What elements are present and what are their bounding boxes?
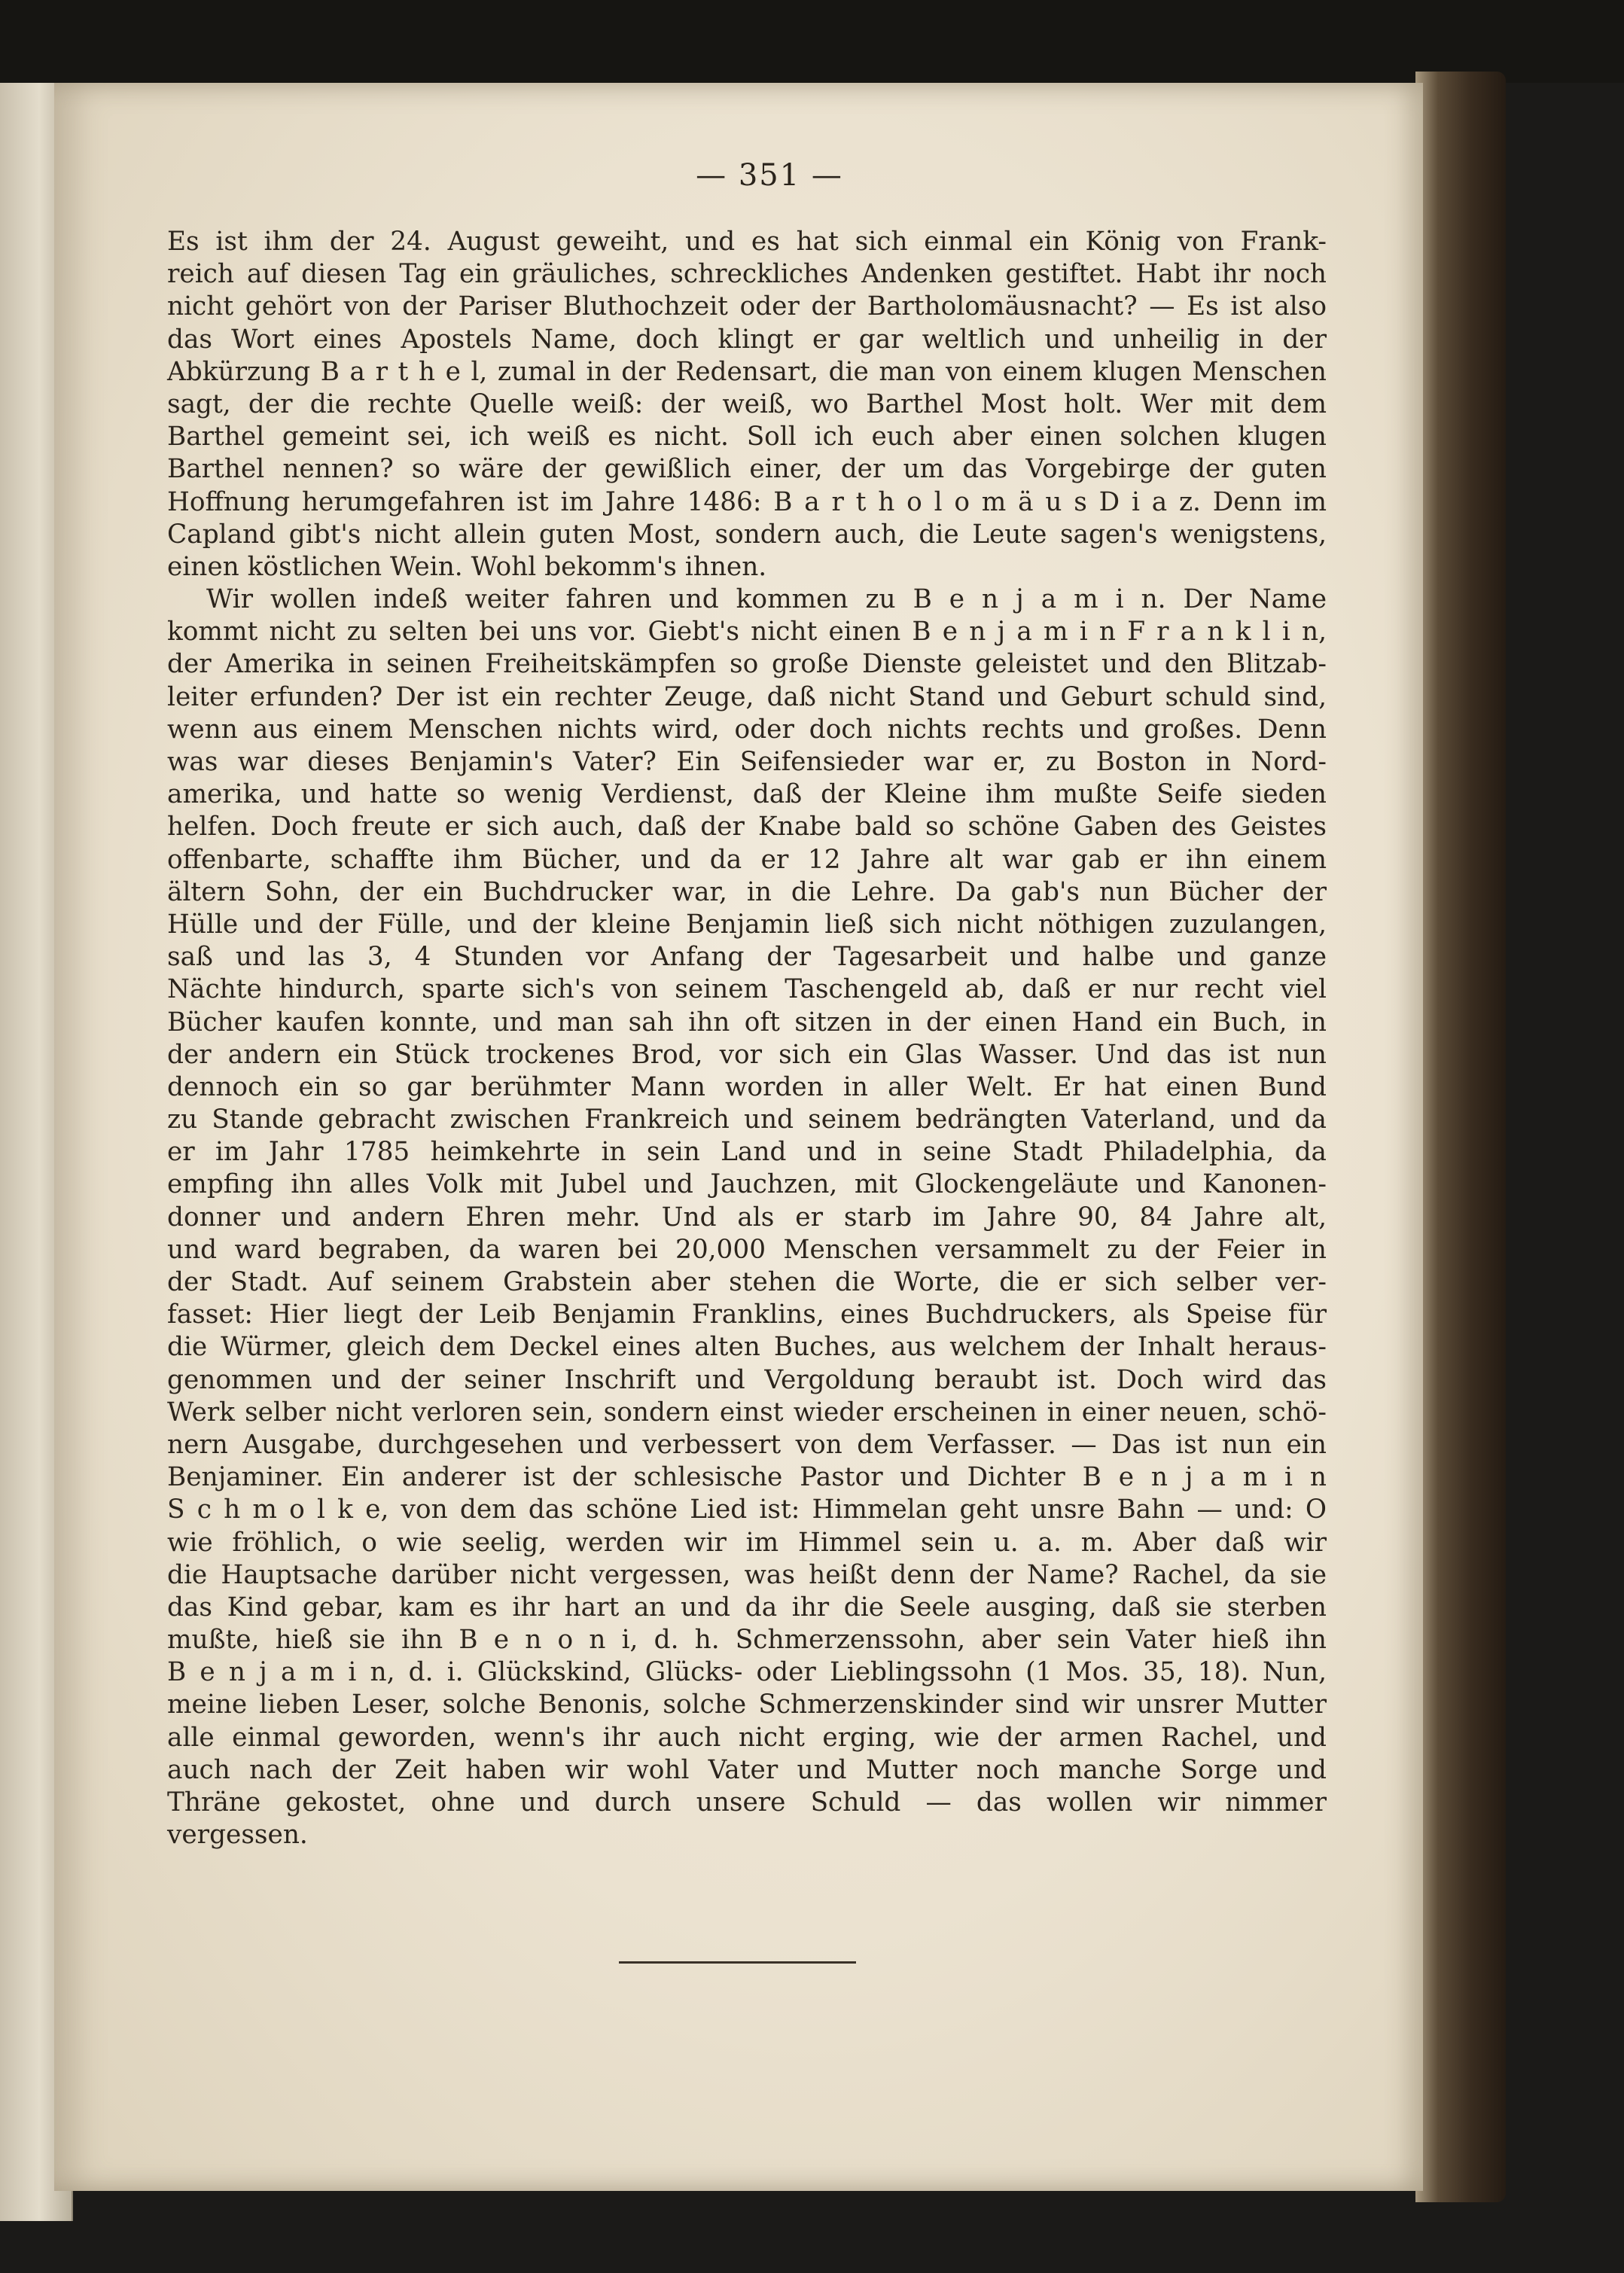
text-line: Benjaminer. Ein anderer ist der schlesische Pastor und Dichter B e n j a m i n — [167, 1462, 1327, 1493]
text-line: dennoch ein so gar berühmter Mann worden in aller Welt. Er hat einen Bund — [167, 1071, 1327, 1102]
text-line: der Amerika in seinen Freiheitskämpfen so große Dienste geleistet und den Blitzab- — [167, 649, 1327, 680]
text-line: was war dieses Benjamin's Vater? Ein Seifensieder war er, zu Boston in Nord- — [167, 747, 1327, 777]
text-line: fasset: Hier liegt der Leib Benjamin Franklins, eines Buchdruckers, als Speise für — [167, 1300, 1327, 1330]
text-line: mußte, hieß sie ihn B e n o n i, d. h. Schmerzenssohn, aber sein Vater hieß ihn — [167, 1625, 1327, 1656]
text-line: Hoffnung herumgefahren ist im Jahre 1486: B a r t h o l o m ä u s D i a z. Denn im — [167, 486, 1327, 517]
text-line: Barthel nennen? so wäre der gewißlich einer, der um das Vorgebirge der guten — [167, 454, 1327, 485]
text-line: das Wort eines Apostels Name, doch klingt er gar weltlich und unheilig in der — [167, 324, 1327, 355]
text-line: Werk selber nicht verloren sein, sondern einst wieder erscheinen in einer neuen, schö- — [167, 1397, 1327, 1427]
text-line: meine lieben Leser, solche Benonis, solche Schmerzenskinder sind wir unsrer Mutter — [167, 1690, 1327, 1720]
text-line: einen köstlichen Wein. Wohl bekomm's ihnen. — [167, 551, 767, 582]
text-line: genommen und der seiner Inschrift und Vergoldung beraubt ist. Doch wird das — [167, 1364, 1327, 1395]
text-line: Abkürzung B a r t h e l, zumal in der Redensart, die man von einem klugen Menschen — [167, 356, 1327, 387]
text-line: offenbarte, schaffte ihm Bücher, und da er 12 Jahre alt war gab er ihn einem — [167, 844, 1327, 875]
text-line: auch nach der Zeit haben wir wohl Vater und Mutter noch manche Sorge und — [167, 1754, 1327, 1785]
text-line: reich auf diesen Tag ein gräuliches, schreckliches Andenken gestiftet. Habt ihr noch — [167, 259, 1327, 290]
text-line: B e n j a m i n, d. i. Glückskind, Glücks- oder Lieblingssohn (1 Mos. 35, 18). Nun, — [167, 1657, 1327, 1688]
text-line: leiter erfunden? Der ist ein rechter Zeuge, daß nicht Stand und Geburt schuld sind, — [167, 681, 1327, 712]
text-line: kommt nicht zu selten bei uns vor. Giebt's nicht einen B e n j a m i n F r a n k l i n, — [167, 617, 1327, 647]
text-line: und ward begraben, da waren bei 20,000 Menschen versammelt zu der Feier in — [167, 1234, 1327, 1265]
text-line: donner und andern Ehren mehr. Und als er starb im Jahre 90, 84 Jahre alt, — [167, 1202, 1327, 1232]
text-line: Barthel gemeint sei, ich weiß es nicht. Soll ich euch aber einen solchen klugen — [167, 422, 1327, 452]
paragraph-start: Wir wollen indeß weiter fahren und kommen zu B e n j a m i n. Der Name — [206, 584, 1327, 615]
text-line: helfen. Doch freute er sich auch, daß der Knabe bald so schöne Gaben des Geistes — [167, 812, 1327, 842]
text-line: Bücher kaufen konnte, und man sah ihn oft sitzen in der einen Hand ein Buch, in — [167, 1007, 1327, 1037]
text-line: Capland gibt's nicht allein guten Most, sondern auch, die Leute sagen's wenigstens, — [167, 519, 1327, 550]
text-line: wenn aus einem Menschen nichts wird, oder doch nichts rechts und großes. Denn — [167, 714, 1327, 745]
scan-background-top — [0, 0, 1624, 83]
book-page — [54, 83, 1423, 2191]
text-line: Nächte hindurch, sparte sich's von seinem Taschengeld ab, daß er nur recht viel — [167, 974, 1327, 1005]
text-line: zu Stande gebracht zwischen Frankreich und seinem bedrängten Vaterland, und da — [167, 1105, 1327, 1135]
page-number: — 351 — — [696, 158, 843, 193]
text-line: der Stadt. Auf seinem Grabstein aber stehen die Worte, die er sich selber ver- — [167, 1267, 1327, 1297]
text-line: empfing ihn alles Volk mit Jubel und Jauchzen, mit Glockengeläute und Kanonen- — [167, 1169, 1327, 1200]
book-fore-edge — [1415, 72, 1506, 2202]
page-text — [167, 226, 1327, 1851]
text-line: alle einmal geworden, wenn's ihr auch nicht erging, wie der armen Rachel, und — [167, 1722, 1327, 1753]
text-line: Thräne gekostet, ohne und durch unsere Schuld — das wollen wir nimmer — [167, 1787, 1327, 1817]
text-line: ältern Sohn, der ein Buchdrucker war, in die Lehre. Da gab's nun Bücher der — [167, 876, 1327, 907]
text-line: vergessen. — [167, 1820, 308, 1851]
text-line: Hülle und der Fülle, und der kleine Benjamin ließ sich nicht nöthigen zuzulangen, — [167, 909, 1327, 940]
text-line: die Hauptsache darüber nicht vergessen, was heißt denn der Name? Rachel, da sie — [167, 1559, 1327, 1590]
text-line: saß und las 3, 4 Stunden vor Anfang der Tagesarbeit und halbe und ganze — [167, 942, 1327, 973]
text-line: Es ist ihm der 24. August geweiht, und es hat sich einmal ein König von Frank- — [167, 227, 1327, 257]
text-line: S c h m o l k e, von dem das schöne Lied ist: Himmelan geht unsre Bahn — und: O — [167, 1495, 1327, 1525]
section-divider-rule — [619, 1961, 856, 1964]
text-line: er im Jahr 1785 heimkehrte in sein Land und in seine Stadt Philadelphia, da — [167, 1137, 1327, 1168]
text-line: die Würmer, gleich dem Deckel eines alten Buches, aus welchem der Inhalt heraus- — [167, 1332, 1327, 1363]
text-line: nicht gehört von der Pariser Bluthochzeit oder der Bartholomäusnacht? — Es ist also — [167, 291, 1327, 322]
text-line: amerika, und hatte so wenig Verdienst, daß der Kleine ihm mußte Seife sieden — [167, 779, 1327, 810]
text-line: sagt, der die rechte Quelle weiß: der weiß, wo Barthel Most holt. Wer mit dem — [167, 388, 1327, 419]
text-line: wie fröhlich, o wie seelig, werden wir im Himmel sein u. a. m. Aber daß wir — [167, 1527, 1327, 1558]
text-line: nern Ausgabe, durchgesehen und verbessert von dem Verfasser. — Das ist nun ein — [167, 1429, 1327, 1460]
text-line: der andern ein Stück trockenes Brod, vor sich ein Glas Wasser. Und das ist nun — [167, 1039, 1327, 1070]
text-line: das Kind gebar, kam es ihr hart an und da ihr die Seele ausging, daß sie sterben — [167, 1592, 1327, 1622]
